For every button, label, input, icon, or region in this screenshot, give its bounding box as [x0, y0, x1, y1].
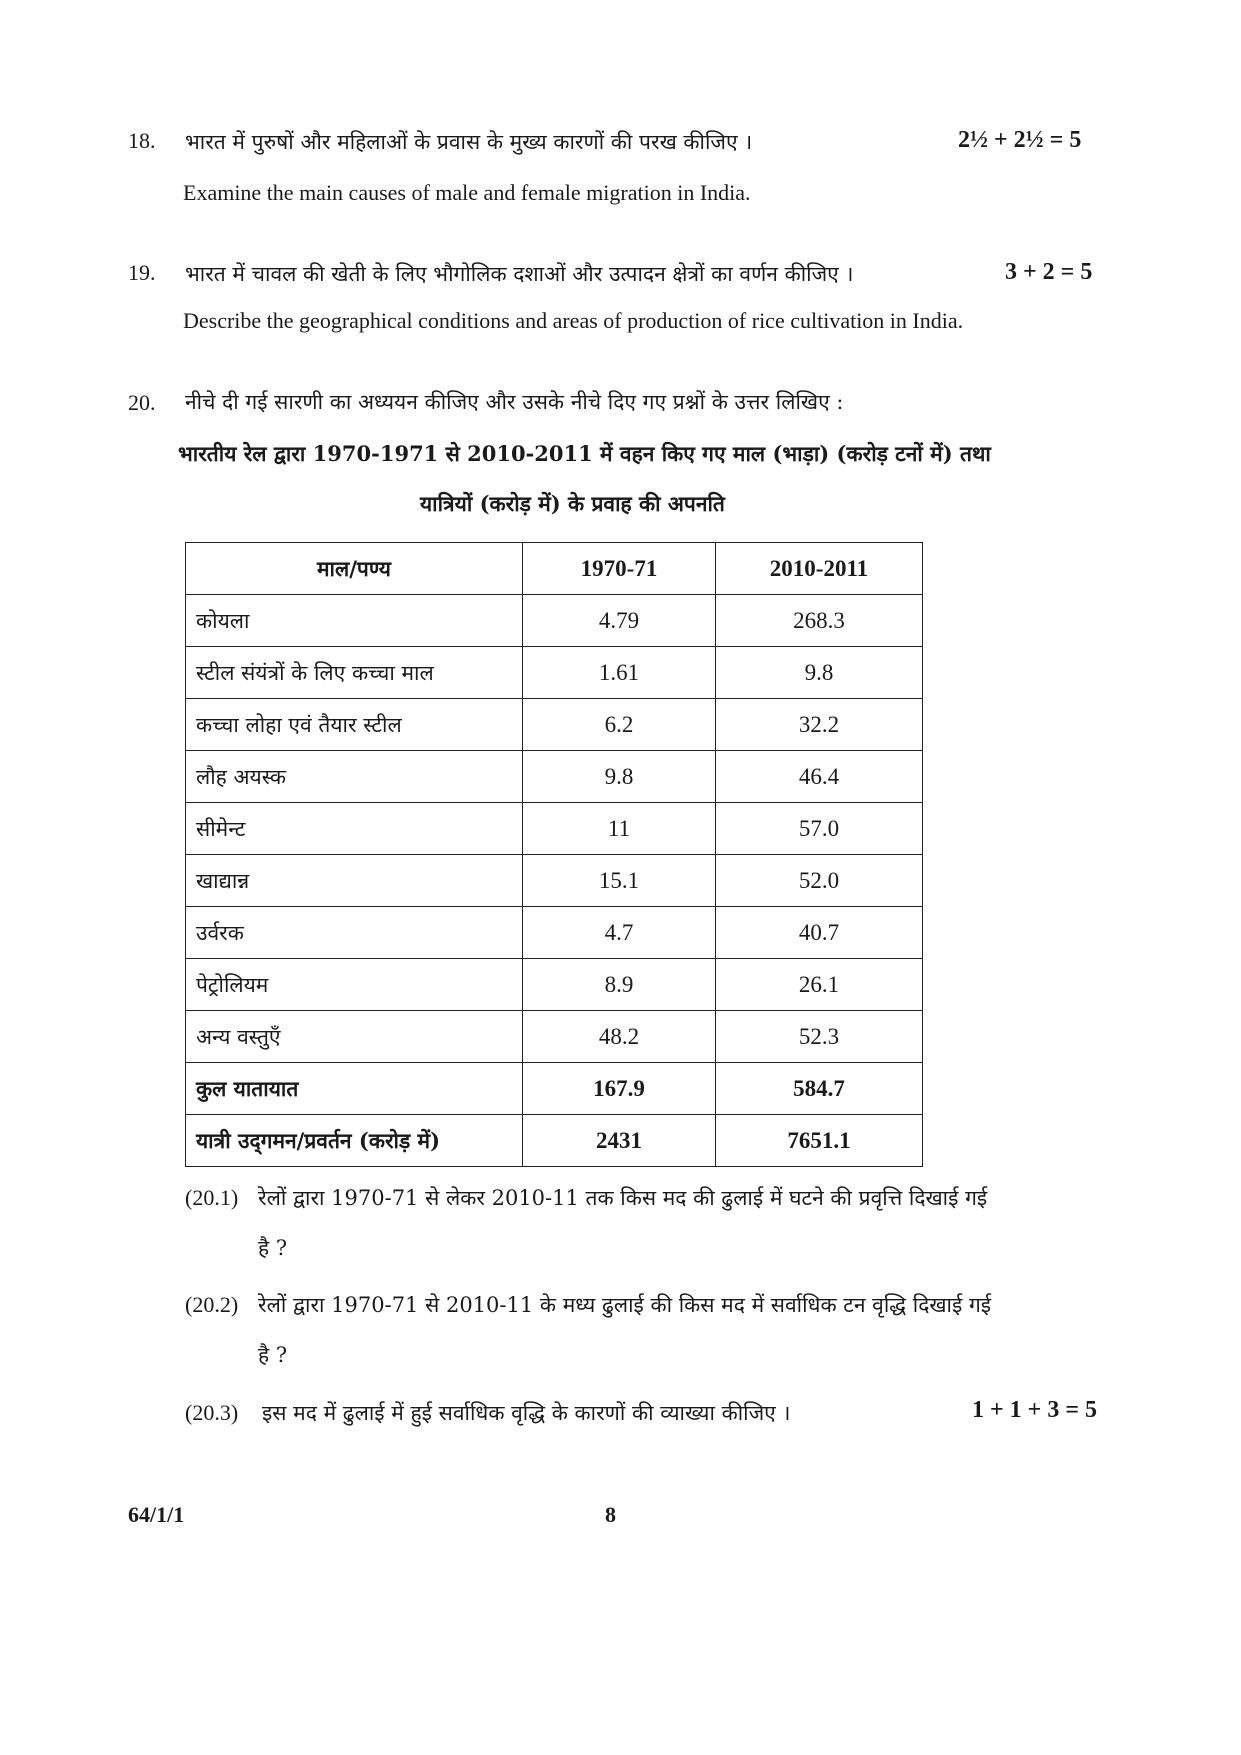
q20-number: 20.	[128, 390, 156, 415]
row-value-2010: 26.1	[716, 959, 923, 1011]
row-item: यात्री उद्‌गमन/प्रवर्तन (करोड़ में)	[186, 1115, 523, 1167]
row-value-1970: 4.7	[523, 907, 716, 959]
page-number: 8	[605, 1502, 616, 1527]
table-row	[186, 855, 923, 907]
sub-question-text-cont: है ?	[258, 1343, 288, 1367]
table-row-total	[186, 1063, 923, 1115]
row-value-2010: 32.2	[716, 699, 923, 751]
table-row-passengers	[186, 1115, 923, 1167]
q18-marks: 2½ + 2½ = 5	[958, 127, 1082, 153]
row-value-2010: 52.3	[716, 1011, 923, 1063]
row-value-1970: 167.9	[523, 1063, 716, 1115]
sub-question-text-cont: है ?	[258, 1236, 288, 1260]
row-value-2010: 7651.1	[716, 1115, 923, 1167]
row-value-1970: 15.1	[523, 855, 716, 907]
q18-english-text: Examine the main causes of male and female migration in India.	[183, 180, 751, 205]
row-value-1970: 4.79	[523, 595, 716, 647]
freight-table	[185, 542, 923, 1167]
row-value-2010: 40.7	[716, 907, 923, 959]
row-value-1970: 2431	[523, 1115, 716, 1167]
table-row	[186, 595, 923, 647]
paper-code: 64/1/1	[128, 1502, 185, 1527]
row-value-1970: 8.9	[523, 959, 716, 1011]
header-1970-71: 1970-71	[523, 543, 716, 595]
q18-number: 18.	[128, 128, 156, 153]
table-title-line1: भारतीय रेल द्वारा 1970-1971 से 2010-2011 में वहन किए गए माल (भाड़ा) (करोड़ टनों में) तथा	[178, 441, 991, 466]
sub-question-number: (20.3)	[185, 1400, 239, 1425]
q20-instruction: नीचे दी गई सारणी का अध्ययन कीजिए और उसके नीचे दिए गए प्रश्नों के उत्तर लिखिए :	[185, 390, 844, 414]
table-row	[186, 699, 923, 751]
q18-hindi-text: भारत में पुरुषों और महिलाओं के प्रवास के मुख्य कारणों की परख कीजिए ।	[185, 130, 753, 154]
row-value-2010: 9.8	[716, 647, 923, 699]
row-value-1970: 48.2	[523, 1011, 716, 1063]
row-value-1970: 6.2	[523, 699, 716, 751]
row-item: कच्चा लोहा एवं तैयार स्टील	[186, 699, 523, 751]
table-row	[186, 1011, 923, 1063]
row-value-1970: 11	[523, 803, 716, 855]
table-title-line2: यात्रियों (करोड़ में) के प्रवाह की अपनति	[420, 491, 725, 516]
table-row	[186, 803, 923, 855]
sub-question-text: रेलों द्वारा 1970-71 से 2010-11 के मध्य ढुलाई की किस मद में सर्वाधिक टन वृद्धि दिखाई गई	[258, 1293, 992, 1317]
header-2010-2011: 2010-2011	[716, 543, 923, 595]
sub-question-number: (20.2)	[185, 1292, 239, 1317]
q20-marks: 1 + 1 + 3 = 5	[972, 1397, 1098, 1423]
row-value-2010: 584.7	[716, 1063, 923, 1115]
row-value-1970: 1.61	[523, 647, 716, 699]
row-item: कोयला	[186, 595, 523, 647]
row-item: अन्य वस्तुएँ	[186, 1011, 523, 1063]
table-header-row	[186, 543, 923, 595]
row-item: खाद्यान्न	[186, 855, 523, 907]
q19-english-text: Describe the geographical conditions and areas of production of rice cultivation in India.	[183, 308, 964, 333]
row-item: पेट्रोलियम	[186, 959, 523, 1011]
q19-hindi-text: भारत में चावल की खेती के लिए भौगोलिक दशाओं और उत्पादन क्षेत्रों का वर्णन कीजिए ।	[185, 262, 854, 286]
q19-marks: 3 + 2 = 5	[1005, 259, 1093, 285]
row-item: सीमेन्ट	[186, 803, 523, 855]
table-row	[186, 751, 923, 803]
sub-question-text: इस मद में ढुलाई में हुई सर्वाधिक वृद्धि के कारणों की व्याख्या कीजिए ।	[262, 1401, 791, 1425]
row-value-1970: 9.8	[523, 751, 716, 803]
row-item: कुल यातायात	[186, 1063, 523, 1115]
q19-number: 19.	[128, 260, 156, 285]
table-row	[186, 647, 923, 699]
sub-question-text: रेलों द्वारा 1970-71 से लेकर 2010-11 तक किस मद की ढुलाई में घटने की प्रवृत्ति दिखाई गई	[258, 1186, 988, 1210]
row-value-2010: 52.0	[716, 855, 923, 907]
sub-question-number: (20.1)	[185, 1185, 239, 1210]
row-item: स्टील संयंत्रों के लिए कच्चा माल	[186, 647, 523, 699]
row-value-2010: 268.3	[716, 595, 923, 647]
header-commodity: माल/पण्य	[186, 543, 523, 595]
table-row	[186, 959, 923, 1011]
row-value-2010: 46.4	[716, 751, 923, 803]
row-item: उर्वरक	[186, 907, 523, 959]
table-row	[186, 907, 923, 959]
row-item: लौह अयस्क	[186, 751, 523, 803]
row-value-2010: 57.0	[716, 803, 923, 855]
